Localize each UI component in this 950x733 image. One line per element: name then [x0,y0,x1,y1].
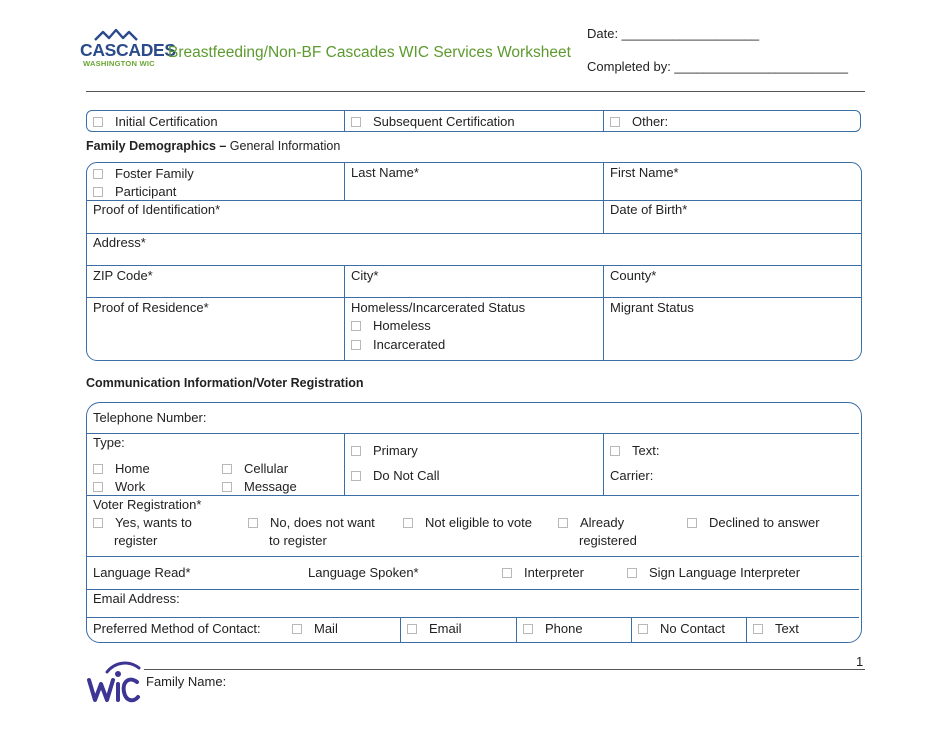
logo-sub-text: WASHINGTON WIC [83,59,155,68]
checkbox[interactable] [403,518,413,528]
col-divider [631,618,632,642]
city-field[interactable]: City* [351,268,379,283]
language-spoken-field[interactable]: Language Spoken* [308,565,419,580]
col-divider [400,618,401,642]
email-address-field[interactable]: Email Address: [93,591,180,606]
row-divider [87,433,859,434]
subsequent-certification-option[interactable]: Subsequent Certification [351,114,515,129]
checkbox[interactable] [93,518,103,528]
logo-main-text: CASCADES [80,40,176,60]
footer-divider [144,669,865,670]
do-not-call-option[interactable]: Do Not Call [351,468,439,483]
phone-type-label: Type: [93,435,125,450]
checkbox[interactable] [93,117,103,127]
sign-language-interpreter-option[interactable]: Sign Language Interpreter [627,565,800,580]
checkbox[interactable] [351,446,361,456]
checkbox[interactable] [638,624,648,634]
row-divider [87,233,861,234]
other-certification-option[interactable]: Other: [610,114,668,129]
checkbox[interactable] [93,464,103,474]
contact-text-option[interactable]: Text [753,621,799,636]
family-demographics-heading: Family Demographics – General Information [86,139,341,153]
checkbox[interactable] [627,568,637,578]
checkbox[interactable] [687,518,697,528]
row-divider [87,265,861,266]
page-title: Breastfeeding/Non-BF Cascades WIC Services Worksheet [168,44,571,61]
completed-by-field[interactable]: Completed by: ________________________ [587,59,848,74]
voter-no-label-line2: to register [269,533,327,548]
date-field[interactable]: Date: ___________________ [587,26,760,41]
proof-of-identification-field[interactable]: Proof of Identification* [93,202,221,217]
col-divider [344,163,345,200]
col-divider [344,265,345,360]
row-divider [87,617,859,618]
header-divider [86,91,865,92]
checkbox[interactable] [502,568,512,578]
county-field[interactable]: County* [610,268,657,283]
voter-not-eligible-option[interactable]: Not eligible to vote [403,515,532,530]
voter-already-option[interactable]: Already [558,515,624,530]
cellular-option[interactable]: Cellular [222,461,288,476]
date-of-birth-field[interactable]: Date of Birth* [610,202,688,217]
first-name-field[interactable]: First Name* [610,165,679,180]
communication-heading: Communication Information/Voter Registration [86,376,364,390]
checkbox[interactable] [93,169,103,179]
incarcerated-option[interactable]: Incarcerated [351,337,445,352]
checkbox[interactable] [753,624,763,634]
page-number: 1 [856,654,864,669]
preferred-contact-label: Preferred Method of Contact: [93,621,261,636]
home-option[interactable]: Home [93,461,150,476]
checkbox[interactable] [558,518,568,528]
message-option[interactable]: Message [222,479,297,494]
checkbox[interactable] [93,482,103,492]
checkbox[interactable] [351,321,361,331]
col-divider [344,433,345,495]
contact-phone-option[interactable]: Phone [523,621,583,636]
voter-no-option[interactable]: No, does not want [248,515,375,530]
contact-none-option[interactable]: No Contact [638,621,725,636]
checkbox[interactable] [222,464,232,474]
last-name-field[interactable]: Last Name* [351,165,419,180]
telephone-number-field[interactable]: Telephone Number: [93,410,207,425]
family-name-field[interactable]: Family Name: [146,674,227,689]
checkbox[interactable] [292,624,302,634]
contact-mail-option[interactable]: Mail [292,621,338,636]
voter-registration-label: Voter Registration* [93,497,202,512]
checkbox[interactable] [407,624,417,634]
voter-declined-option[interactable]: Declined to answer [687,515,820,530]
row-divider [87,200,861,201]
col-divider [746,618,747,642]
address-field[interactable]: Address* [93,235,146,250]
row-divider [87,589,859,590]
interpreter-option[interactable]: Interpreter [502,565,584,580]
col-divider [603,163,604,233]
checkbox[interactable] [351,471,361,481]
checkbox[interactable] [248,518,258,528]
zip-code-field[interactable]: ZIP Code* [93,268,153,283]
homeless-option[interactable]: Homeless [351,318,431,333]
cert-divider-2 [603,111,604,131]
col-divider [516,618,517,642]
col-divider [603,265,604,360]
checkbox[interactable] [523,624,533,634]
language-read-field[interactable]: Language Read* [93,565,191,580]
work-option[interactable]: Work [93,479,145,494]
initial-certification-option[interactable]: Initial Certification [93,114,218,129]
primary-option[interactable]: Primary [351,443,418,458]
proof-of-residence-field[interactable]: Proof of Residence* [93,300,209,315]
participant-option[interactable]: Participant [93,184,176,199]
checkbox[interactable] [93,187,103,197]
cascades-logo [80,28,176,70]
migrant-status-field[interactable]: Migrant Status [610,300,694,315]
voter-yes-option[interactable]: Yes, wants to [93,515,192,530]
text-option[interactable]: Text: [610,443,659,458]
voter-yes-label-line2: register [114,533,158,548]
carrier-field[interactable]: Carrier: [610,468,654,483]
row-divider [87,297,861,298]
wic-logo-icon [85,660,141,706]
col-divider [603,433,604,495]
wic-logo [85,660,141,706]
checkbox[interactable] [351,117,361,127]
voter-already-label-line2: registered [579,533,637,548]
family-demographics-box [86,162,862,361]
checkbox[interactable] [351,340,361,350]
homeless-status-label: Homeless/Incarcerated Status [351,300,526,315]
row-divider [87,495,859,496]
contact-email-option[interactable]: Email [407,621,462,636]
row-divider [87,556,859,557]
foster-family-option[interactable]: Foster Family [93,166,194,181]
checkbox[interactable] [222,482,232,492]
checkbox[interactable] [610,117,620,127]
checkbox[interactable] [610,446,620,456]
cert-divider-1 [344,111,345,131]
